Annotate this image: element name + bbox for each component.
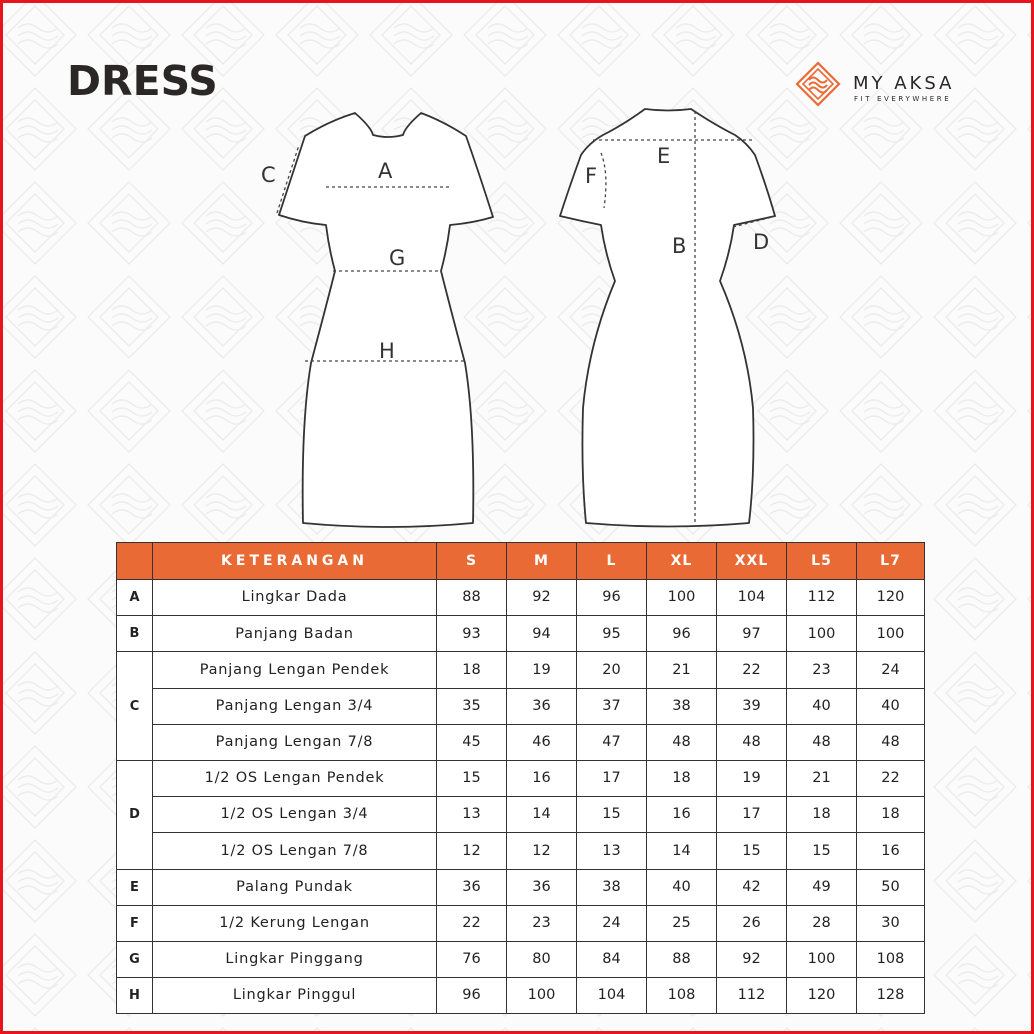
size-value: 16 (857, 833, 925, 869)
size-value: 36 (507, 688, 577, 724)
row-label: Panjang Lengan 7/8 (153, 724, 437, 760)
size-value: 12 (507, 833, 577, 869)
size-value: 22 (857, 760, 925, 796)
size-value: 92 (507, 580, 577, 616)
row-label: Palang Pundak (153, 869, 437, 905)
size-value: 96 (577, 580, 647, 616)
size-value: 112 (717, 978, 787, 1014)
label-a: A (378, 159, 393, 183)
size-header: L7 (857, 543, 925, 580)
size-value: 12 (437, 833, 507, 869)
size-value: 96 (647, 616, 717, 652)
description-column-header: KETERANGAN (153, 543, 437, 580)
row-label: Lingkar Pinggang (153, 941, 437, 977)
size-value: 16 (647, 797, 717, 833)
size-value: 46 (507, 724, 577, 760)
table-row (117, 688, 925, 724)
size-chart-table (116, 542, 925, 1014)
table-row (117, 905, 925, 941)
row-label: 1/2 Kerung Lengan (153, 905, 437, 941)
size-value: 20 (577, 652, 647, 688)
row-code: B (117, 616, 153, 652)
size-value: 108 (647, 978, 717, 1014)
size-value: 30 (857, 905, 925, 941)
size-value: 76 (437, 941, 507, 977)
size-value: 38 (577, 869, 647, 905)
size-value: 28 (787, 905, 857, 941)
size-value: 19 (507, 652, 577, 688)
size-value: 35 (437, 688, 507, 724)
size-value: 96 (437, 978, 507, 1014)
size-value: 22 (717, 652, 787, 688)
size-value: 18 (437, 652, 507, 688)
label-d: D (753, 230, 770, 254)
table-row (117, 580, 925, 616)
size-value: 48 (857, 724, 925, 760)
size-value: 16 (507, 760, 577, 796)
label-e: E (657, 144, 671, 168)
size-value: 40 (787, 688, 857, 724)
row-label: Lingkar Dada (153, 580, 437, 616)
size-value: 21 (647, 652, 717, 688)
table-row (117, 652, 925, 688)
table-row (117, 941, 925, 977)
size-value: 100 (507, 978, 577, 1014)
size-value: 93 (437, 616, 507, 652)
label-b: B (672, 234, 687, 258)
size-table-header (117, 543, 925, 580)
size-value: 48 (787, 724, 857, 760)
table-row (117, 760, 925, 796)
size-value: 100 (787, 616, 857, 652)
size-value: 23 (507, 905, 577, 941)
size-value: 22 (437, 905, 507, 941)
row-code: H (117, 978, 153, 1014)
size-value: 36 (437, 869, 507, 905)
row-label: Panjang Lengan 3/4 (153, 688, 437, 724)
size-value: 100 (857, 616, 925, 652)
size-value: 21 (787, 760, 857, 796)
size-value: 15 (787, 833, 857, 869)
label-h: H (379, 339, 395, 363)
table-row (117, 616, 925, 652)
size-value: 112 (787, 580, 857, 616)
dress-measurement-diagram (3, 3, 1034, 533)
size-value: 24 (857, 652, 925, 688)
size-value: 15 (577, 797, 647, 833)
row-label: Panjang Badan (153, 616, 437, 652)
size-value: 38 (647, 688, 717, 724)
row-code: A (117, 580, 153, 616)
size-value: 92 (717, 941, 787, 977)
table-row (117, 869, 925, 905)
size-value: 84 (577, 941, 647, 977)
size-value: 36 (507, 869, 577, 905)
size-value: 104 (577, 978, 647, 1014)
size-value: 17 (577, 760, 647, 796)
size-value: 50 (857, 869, 925, 905)
size-value: 80 (507, 941, 577, 977)
size-value: 15 (717, 833, 787, 869)
row-label: Lingkar Pinggul (153, 978, 437, 1014)
size-value: 19 (717, 760, 787, 796)
size-value: 14 (647, 833, 717, 869)
size-value: 42 (717, 869, 787, 905)
size-value: 13 (437, 797, 507, 833)
size-value: 100 (787, 941, 857, 977)
label-g: G (389, 246, 406, 270)
size-header: L (577, 543, 647, 580)
size-value: 120 (787, 978, 857, 1014)
size-value: 18 (857, 797, 925, 833)
table-row (117, 833, 925, 869)
page-title: DRESS (67, 57, 218, 105)
size-value: 45 (437, 724, 507, 760)
brand-name: MY AKSA (853, 73, 955, 94)
size-value: 18 (647, 760, 717, 796)
row-label: 1/2 OS Lengan 3/4 (153, 797, 437, 833)
table-row (117, 978, 925, 1014)
size-value: 24 (577, 905, 647, 941)
table-row (117, 724, 925, 760)
code-column-header (117, 543, 153, 580)
row-code: G (117, 941, 153, 977)
size-value: 37 (577, 688, 647, 724)
row-code: D (117, 760, 153, 869)
size-header: S (437, 543, 507, 580)
table-row (117, 797, 925, 833)
size-value: 25 (647, 905, 717, 941)
row-code: C (117, 652, 153, 761)
row-label: Panjang Lengan Pendek (153, 652, 437, 688)
size-value: 104 (717, 580, 787, 616)
size-value: 94 (507, 616, 577, 652)
label-c: C (261, 163, 276, 187)
size-value: 13 (577, 833, 647, 869)
size-value: 39 (717, 688, 787, 724)
row-label: 1/2 OS Lengan 7/8 (153, 833, 437, 869)
row-label: 1/2 OS Lengan Pendek (153, 760, 437, 796)
size-value: 108 (857, 941, 925, 977)
size-value: 15 (437, 760, 507, 796)
label-f: F (585, 164, 598, 188)
size-value: 40 (647, 869, 717, 905)
row-code: F (117, 905, 153, 941)
size-header: M (507, 543, 577, 580)
size-header: L5 (787, 543, 857, 580)
size-value: 47 (577, 724, 647, 760)
size-value: 26 (717, 905, 787, 941)
size-value: 48 (717, 724, 787, 760)
size-value: 49 (787, 869, 857, 905)
size-value: 23 (787, 652, 857, 688)
size-value: 18 (787, 797, 857, 833)
size-value: 14 (507, 797, 577, 833)
size-header: XXL (717, 543, 787, 580)
size-value: 40 (857, 688, 925, 724)
row-code: E (117, 869, 153, 905)
size-value: 100 (647, 580, 717, 616)
size-value: 17 (717, 797, 787, 833)
size-value: 88 (437, 580, 507, 616)
brand-tagline: FIT EVERYWHERE (854, 95, 952, 103)
size-header: XL (647, 543, 717, 580)
size-value: 95 (577, 616, 647, 652)
size-value: 88 (647, 941, 717, 977)
size-value: 48 (647, 724, 717, 760)
size-value: 97 (717, 616, 787, 652)
size-value: 128 (857, 978, 925, 1014)
size-value: 120 (857, 580, 925, 616)
